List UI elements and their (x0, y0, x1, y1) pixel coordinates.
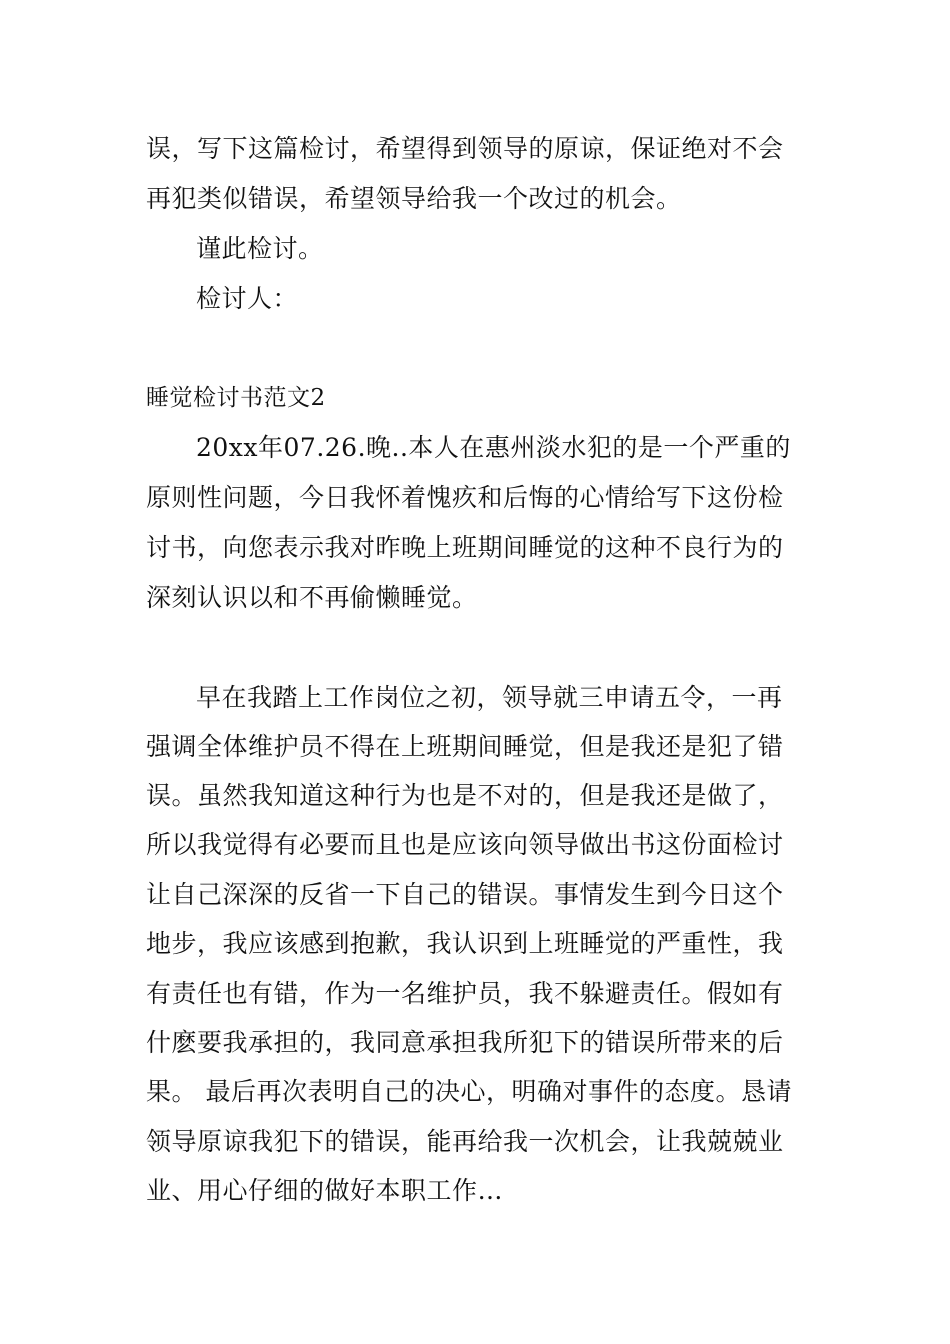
paragraph-line: 所以我觉得有必要而且也是应该向领导做出书这份面检讨 (146, 830, 784, 859)
paragraph-line: 有责任也有错，作为一名维护员，我不躲避责任。假如有 (146, 979, 784, 1008)
paragraph-line: 早在我踏上工作岗位之初，领导就三申请五令，一再 (196, 683, 783, 712)
paragraph-line: 地步，我应该感到抱歉，我认识到上班睡觉的严重性，我 (146, 929, 784, 958)
paragraph-line: 领导原谅我犯下的错误，能再给我一次机会，让我兢兢业 (146, 1127, 784, 1156)
signature-label: 检讨人： (196, 284, 299, 313)
closing-line: 谨此检讨。 (196, 234, 324, 263)
paragraph-line: 再犯类似错误，希望领导给我一个改过的机会。 (146, 184, 682, 213)
paragraph-line: 讨书，向您表示我对昨晚上班期间睡觉的这种不良行为的 (146, 533, 784, 562)
paragraph-line: 强调全体维护员不得在上班期间睡觉，但是我还是犯了错 (146, 732, 784, 761)
paragraph-line: 让自己深深的反省一下自己的错误。事情发生到今日这个 (146, 880, 784, 909)
section-heading: 睡觉检讨书范文2 (146, 385, 326, 411)
paragraph-line: 原则性问题，今日我怀着愧疚和后悔的心情给写下这份检 (146, 483, 784, 512)
paragraph-line: 误，写下这篇检讨，希望得到领导的原谅，保证绝对不会 (146, 134, 784, 163)
paragraph-line: 什麽要我承担的，我同意承担我所犯下的错误所带来的后 (146, 1028, 784, 1057)
paragraph-line: 误。虽然我知道这种行为也是不对的，但是我还是做了， (146, 781, 784, 810)
paragraph-line: 业、用心仔细的做好本职工作… (146, 1176, 504, 1205)
paragraph-line: 深刻认识以和不再偷懒睡觉。 (146, 583, 478, 612)
paragraph-line: 20xx年07.26.晚..本人在惠州淡水犯的是一个严重的 (196, 433, 791, 462)
paragraph-line: 果。 最后再次表明自己的决心，明确对事件的态度。恳请 (146, 1077, 792, 1106)
